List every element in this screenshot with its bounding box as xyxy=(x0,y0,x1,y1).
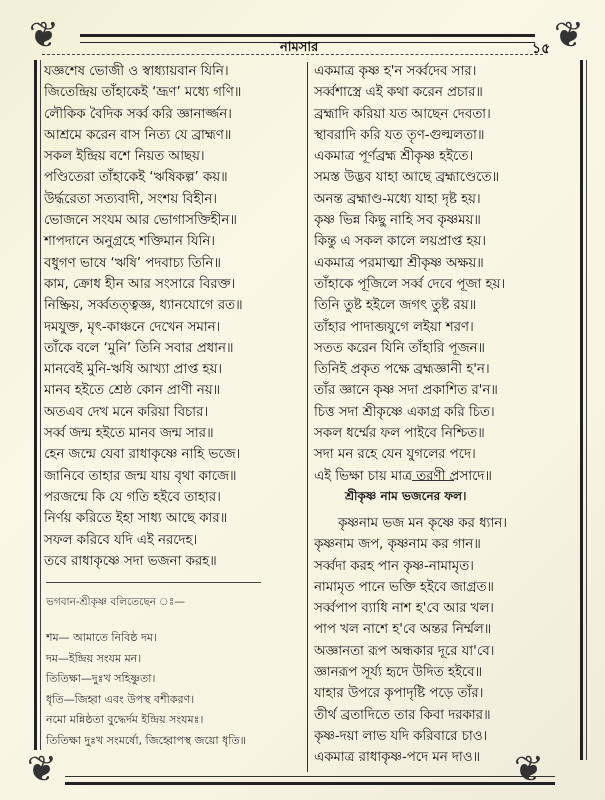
verse-line: কৃষ্ণ ভিন্ন কিছু নাহি সব কৃষ্ণময়॥ xyxy=(314,213,481,229)
verse-line: কিন্তু এ সকল কালে লয়প্রাপ্ত হয়। xyxy=(314,234,486,250)
verse-line: পরজন্মে কি যে গতি হইবে তাহার। xyxy=(44,489,221,505)
right-border-rule xyxy=(580,60,587,760)
verse-line: আশ্রমে করেন বাস নিত্য যে ব্রাহ্মণ॥ xyxy=(44,127,232,143)
verse-line: তাঁর জ্ঞানে কৃষ্ণ সদা প্রকাশিত র'ন॥ xyxy=(314,383,498,399)
footnote-line: ধৃতি—জিহ্বা এবং উপস্থ বশীকরণ। xyxy=(46,692,195,706)
verse-line: সর্ব্বশাস্ত্রে এই কথা করেন প্রচার॥ xyxy=(314,85,483,101)
footnote-line: তিতিক্ষা দুঃখ সংমর্ষো, জিহ্বোপস্থ জয়ো ধৃতি॥ xyxy=(46,733,246,747)
verse-line: যাহার উপরে কৃপাদৃষ্টি পড়ে তাঁর। xyxy=(314,686,484,702)
bottom-border-rule xyxy=(65,776,555,785)
verse-line: উর্দ্ধরেতা সত্যবাদী, সংশয় বিহীন। xyxy=(44,191,218,207)
verse-line: হেন জন্মে যেবা রাধাকৃষ্ণে নাহি ভজে। xyxy=(44,447,241,463)
verse-line: ব্রহ্মাদি করিয়া যত আছেন দেবতা। xyxy=(314,106,491,122)
verse-line: তিনিই প্রকৃত পক্ষে ব্রহ্মজ্ঞানী হ'ন। xyxy=(314,362,490,378)
footnote-line: তিতিক্ষা—দুঃখ সহিষ্ণুতা। xyxy=(46,672,156,685)
verse-line: জিতেন্দ্রিয় তাঁহাকেই ‘ভ্রূণ’ মধ্যে গণি॥ xyxy=(44,85,242,101)
verse-line: লৌকিক বৈদিক সর্ব্ব করি জ্ঞানার্জ্জন। xyxy=(44,106,232,122)
verse-line: একমাত্র পরমাত্মা শ্রীকৃষ্ণ অক্ষয়॥ xyxy=(314,255,484,271)
running-header-title: নামসার xyxy=(280,40,319,55)
verse-line: একমাত্র কৃষ্ণ হ'ন সর্ব্বদেব সার। xyxy=(314,64,477,79)
left-border-rule xyxy=(34,60,41,750)
verse-line: তীর্থ ব্রতাদিতে তার কিবা দরকার॥ xyxy=(314,707,491,723)
column-divider xyxy=(307,62,308,772)
floral-ornament-icon: ❦ xyxy=(553,15,585,56)
verse-line: দমযুক্ত, মৃৎ-কাঞ্চনে দেখেন সমান। xyxy=(44,319,221,335)
verse-line: কাম, ক্রোধ হীন আর সংসারে বিরক্ত। xyxy=(44,276,236,292)
footnote-line: শম— আমাতে নিবিষ্ঠ দম। xyxy=(46,631,157,644)
verse-line: সর্ব্ব জন্ম হইতে মানব জন্ম সার॥ xyxy=(44,426,214,442)
floral-ornament-icon: ❦ xyxy=(26,749,58,790)
footnote-intro: ভগবান-শ্রীকৃষ্ণ বলিতেছেন ঃ— xyxy=(46,596,185,608)
verse-line: অজ্ঞানতা রূপ অন্ধকার দূরে যা'বে। xyxy=(314,643,495,659)
verse-line: সমস্ত উদ্ভব যাহা আছে ব্রহ্মাণ্ডেতে॥ xyxy=(314,170,500,186)
verse-line: তাঁহাকে পূজিলে সর্ব্ব দেবে পূজা হয়। xyxy=(314,276,506,292)
verse-line: স্থাবরাদি করি যত তৃণ-গুল্মলতা॥ xyxy=(314,127,485,143)
section-separator xyxy=(412,480,454,481)
verse-line: নামামৃত পানে ভক্তি হইবে জাগ্রত॥ xyxy=(314,579,494,595)
verse-line: তাঁহার পাদাব্জযুগে লইয়া শরণ। xyxy=(314,319,474,335)
section-title: শ্রীকৃষ্ণ নাম ভজনের ফল। xyxy=(345,489,467,503)
verse-line: তিনি তুষ্ট হইলে জগৎ তুষ্ট রয়॥ xyxy=(314,298,477,314)
verse-line: চিত্ত সদা শ্রীকৃষ্ণে একাগ্র করি চিত। xyxy=(314,404,495,420)
verse-line: মানব হইতে শ্রেষ্ঠ কোন প্রাণী নয়॥ xyxy=(44,383,221,399)
verse-line: জানিবে তাহার জন্ম যায় বৃথা কাজে॥ xyxy=(44,468,237,484)
verse-line: সফল করিবে যদি এই নরদেহ। xyxy=(44,532,198,548)
verse-line: নিষ্ক্রিয়, সর্ব্বতত্ত্বজ্ঞ, ধ্যানযোগে রত॥ xyxy=(44,298,243,314)
verse-line: সকল ধর্ম্মের ফল পাইবে নিশ্চিত॥ xyxy=(314,426,485,442)
floral-ornament-icon: ❦ xyxy=(513,749,545,790)
verse-line: মানবেই মুনি-ঋষি আখ্যা প্রাপ্ত হয়। xyxy=(44,362,223,378)
verse-line: তাঁকে বলে ‘মুনি’ তিনি সবার প্রধান॥ xyxy=(44,340,234,356)
verse-line: কৃষ্ণনাম ভজ মন কৃষ্ণে কর ধ্যান। xyxy=(338,516,507,531)
verse-line: সদা মন রহে যেন যুগলের পদে। xyxy=(314,447,476,463)
verse-line: জ্ঞানরূপ সূর্য্য হৃদে উদিত হইবে॥ xyxy=(314,665,482,681)
verse-line: সতত করেন যিনি তাঁহারি পূজন॥ xyxy=(314,340,485,356)
verse-line: পাপ খল নাশে হ'বে অন্তর নির্ম্মল॥ xyxy=(314,622,492,638)
footnote-line: দম—ইন্দ্রিয় সংযম মন। xyxy=(46,651,142,665)
verse-line: সর্ব্বদা করহ পান কৃষ্ণ-নামামৃত। xyxy=(314,558,474,574)
verse-line: অতএব দেখ মনে করিয়া বিচার। xyxy=(44,404,209,420)
verse-line: তবে রাধাকৃষ্ণে সদা ভজনা করহ॥ xyxy=(44,553,217,569)
verse-line: ভোজনে সংযম আর ভোগাসক্তিহীন॥ xyxy=(44,213,237,229)
verse-line: যজ্ঞশেষ ভোজী ও স্বাধ্যায়বান যিনি। xyxy=(44,64,229,79)
verse-line: একমাত্র পূর্ণব্রহ্ম শ্রীকৃষ্ণ হইতে। xyxy=(314,149,474,165)
page-number: ১৫ xyxy=(532,41,551,57)
verse-line: সর্ব্বপাপ ব্যাধি নাশ হ'বে আর খল। xyxy=(314,601,494,617)
verse-line: শাপদানে অনুগ্রহে শক্তিমান যিনি। xyxy=(44,234,216,250)
footnote-line: নমো মন্নিষ্ঠতা বুদ্ধের্দম ইন্দ্রিয় সংযমঃ। xyxy=(46,713,204,726)
verse-line: কৃষ্ণনাম জপ, কৃষ্ণনাম কর গান॥ xyxy=(314,537,481,553)
floral-ornament-icon: ❦ xyxy=(28,15,60,56)
verse-line: একমাত্র রাধাকৃষ্ণ-পদে মন দাও॥ xyxy=(314,750,481,766)
footnote-lines xyxy=(46,628,246,751)
right-column-verses xyxy=(314,61,505,487)
verse-line: অনন্ত ব্রহ্মাণ্ড-মধ্যে যাহা দৃষ্ট হয়। xyxy=(314,191,481,207)
left-column-verses xyxy=(44,61,243,572)
verse-line: এই ভিক্ষা চায় মাত্র তরণী প্রসাদে॥ xyxy=(314,468,492,484)
verse-line: সকল ইন্দ্রিয় বশে নিয়ত আছয়। xyxy=(44,149,205,165)
verse-line: নির্ণয় করিতে ইহা সাধ্য আছে কার॥ xyxy=(44,511,228,527)
verse-line: বধুগণ ভাষে ‘ঋষি’ পদবাচ্য তিনি॥ xyxy=(44,255,221,271)
section-verses xyxy=(314,513,507,769)
footnote-rule xyxy=(46,582,261,583)
verse-line: কৃষ্ণ-দয়া লাভ যদি করিবারে চাও। xyxy=(314,728,488,744)
verse-line: পণ্ডিতেরা তাঁহাকেই ‘ঋষিকল্প’ কয়॥ xyxy=(44,170,228,186)
